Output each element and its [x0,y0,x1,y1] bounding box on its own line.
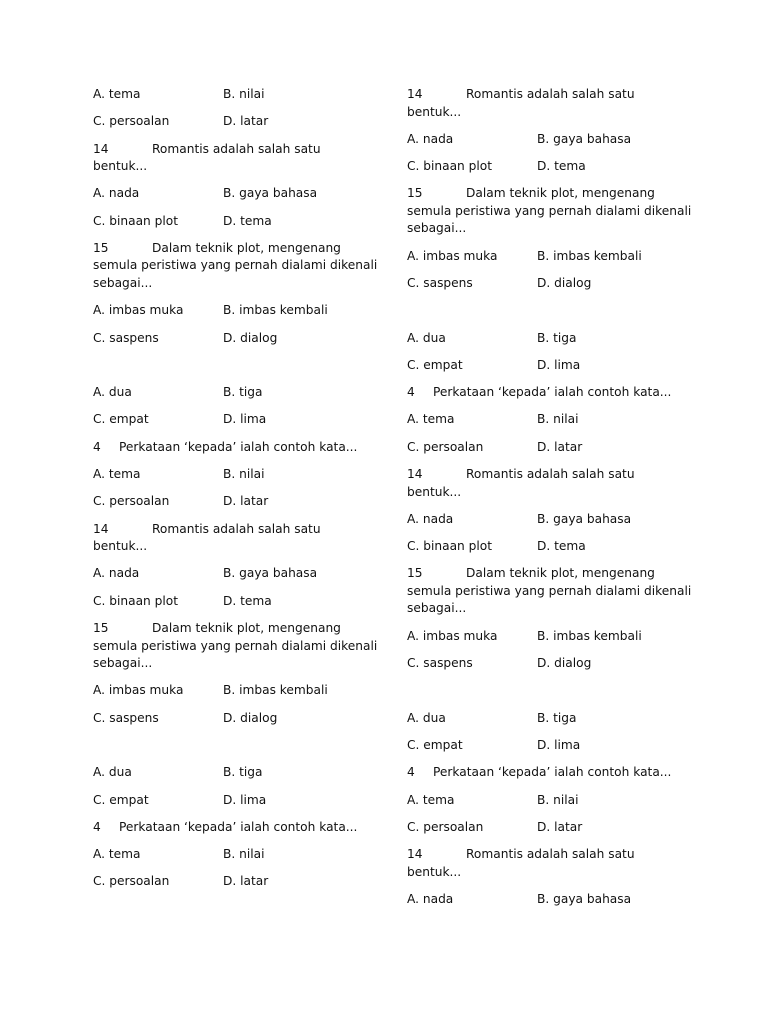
option-a: C. persoalan [407,439,484,454]
option-a: A. tema [93,467,141,482]
option-row [407,158,707,176]
option-row [407,792,707,810]
option-a: A. dua [93,765,132,780]
option-row [93,411,393,429]
question-text: Perkataan ‘kepada’ ialah contoh kata... [119,439,358,454]
question-continuation: semula peristiwa yang pernah dialami dikenali [407,583,692,598]
question-number: 14 [407,847,423,862]
question-first-line [93,620,393,638]
option-b: D. latar [223,114,269,129]
option-a: A. nada [93,186,140,201]
option-row [407,131,707,149]
question-text: Dalam teknik plot, mengenang [466,566,655,581]
option-row [407,819,707,837]
question-continuation: bentuk... [407,104,462,119]
option-b: D. tema [223,213,272,228]
option-a: C. empat [407,737,463,752]
option-b: B. tiga [537,710,577,725]
option-a: A. dua [93,385,132,400]
option-row [93,384,393,402]
question-first-line [93,439,393,457]
question-number: 14 [93,521,109,536]
question-number: 15 [93,621,109,636]
question-text: Dalam teknik plot, mengenang [152,621,341,636]
question-continuation: semula peristiwa yang pernah dialami dikenali [93,638,378,653]
option-row [93,565,393,583]
option-row [407,275,707,293]
option-a: C. binaan plot [93,213,178,228]
question-continuation: sebagai... [407,221,467,236]
option-row [407,248,707,266]
option-row [407,411,707,429]
question-continuation: bentuk... [93,159,148,174]
option-row [93,493,393,511]
option-row [407,737,707,755]
option-a: A. nada [407,511,454,526]
option-a: C. persoalan [93,874,170,889]
question-text: Romantis adalah salah satu [152,521,321,536]
right-column [407,86,707,918]
question-number: 14 [93,141,109,156]
option-a: C. saspens [93,710,159,725]
question-text: Dalam teknik plot, mengenang [152,240,341,255]
option-a: C. saspens [93,330,159,345]
option-row [407,628,707,646]
option-a: A. dua [407,710,446,725]
blank-spacer [93,357,393,384]
question-first-line [93,521,393,539]
option-row [407,357,707,375]
option-a: C. saspens [407,656,473,671]
option-row [407,891,707,909]
option-a: C. empat [93,792,149,807]
option-row [93,113,393,131]
option-row [407,538,707,556]
left-column [93,86,393,901]
question [93,141,393,176]
option-a: C. persoalan [407,819,484,834]
option-row [93,593,393,611]
option-b: D. tema [223,593,272,608]
option-row [93,873,393,891]
question [407,185,707,238]
question [93,620,393,673]
question [407,764,707,782]
option-b: D. lima [223,412,267,427]
question [407,565,707,618]
question-continuation: sebagai... [407,601,467,616]
option-a: A. tema [93,847,141,862]
question-number: 4 [93,439,101,454]
option-row [93,466,393,484]
question-continuation: sebagai... [93,275,153,290]
blank-spacer [407,682,707,709]
question-first-line [93,141,393,159]
question-text: Perkataan ‘kepada’ ialah contoh kata... [433,385,672,400]
option-b: D. latar [537,819,583,834]
question-number: 14 [407,467,423,482]
option-b: D. lima [537,357,581,372]
option-a: C. empat [407,357,463,372]
option-b: B. nilai [537,792,579,807]
option-row [93,710,393,728]
option-b: D. tema [537,539,586,554]
option-a: C. binaan plot [93,593,178,608]
question [93,521,393,556]
option-a: C. persoalan [93,494,170,509]
question-continuation: bentuk... [407,484,462,499]
question-first-line [407,185,707,203]
option-row [407,330,707,348]
question-number: 15 [407,566,423,581]
option-a: C. binaan plot [407,539,492,554]
option-row [93,86,393,104]
option-b: D. dialog [537,656,592,671]
option-b: B. imbas kembali [223,683,328,698]
option-b: B. tiga [223,765,263,780]
question-text: Romantis adalah salah satu [466,847,635,862]
question-text: Perkataan ‘kepada’ ialah contoh kata... [119,819,358,834]
option-row [407,655,707,673]
option-b: B. gaya bahasa [223,566,318,581]
question-text: Romantis adalah salah satu [466,467,635,482]
question-number: 15 [407,186,423,201]
question-continuation: sebagai... [93,656,153,671]
option-b: D. dialog [223,710,278,725]
blank-spacer [407,302,707,329]
question-first-line [407,86,707,104]
option-b: B. nilai [223,87,265,101]
question-first-line [407,565,707,583]
option-a: A. imbas muka [407,628,498,643]
option-a: C. binaan plot [407,159,492,174]
option-row [93,213,393,231]
option-b: D. dialog [537,275,592,290]
option-a: C. persoalan [93,114,170,129]
option-a: A. imbas muka [407,248,498,263]
question-number: 4 [407,385,415,400]
option-b: D. latar [223,874,269,889]
option-row [407,710,707,728]
option-a: A. tema [407,792,455,807]
question-first-line [407,764,707,782]
option-row [93,302,393,320]
question-first-line [407,846,707,864]
option-b: B. tiga [537,330,577,345]
question [93,819,393,837]
option-a: C. saspens [407,275,473,290]
option-b: B. tiga [223,385,263,400]
option-b: D. latar [223,494,269,509]
option-a: A. dua [407,330,446,345]
question-continuation: bentuk... [407,864,462,879]
option-a: C. empat [93,412,149,427]
option-a: A. nada [407,131,454,146]
question-first-line [407,384,707,402]
question-first-line [93,240,393,258]
option-b: D. lima [537,737,581,752]
question [93,439,393,457]
option-row [407,511,707,529]
option-row [93,764,393,782]
option-b: D. tema [537,159,586,174]
option-b: D. dialog [223,330,278,345]
question-text: Perkataan ‘kepada’ ialah contoh kata... [433,765,672,780]
option-a: A. tema [407,412,455,427]
option-b: B. nilai [223,467,265,482]
question-continuation: bentuk... [93,539,148,554]
question-text: Romantis adalah salah satu [466,87,635,101]
question [407,466,707,501]
question-number: 14 [407,87,423,101]
option-a: A. tema [93,87,141,101]
option-b: D. lima [223,792,267,807]
option-b: B. imbas kembali [223,303,328,318]
option-row [93,185,393,203]
option-a: A. imbas muka [93,303,184,318]
blank-spacer [93,737,393,764]
question-text: Romantis adalah salah satu [152,141,321,156]
question-continuation: semula peristiwa yang pernah dialami dikenali [93,258,378,273]
option-b: B. gaya bahasa [223,186,318,201]
option-b: B. nilai [537,412,579,427]
option-b: B. gaya bahasa [537,511,632,526]
question [407,846,707,881]
question-first-line [407,466,707,484]
option-row [93,682,393,700]
option-a: A. nada [93,566,140,581]
question-continuation: semula peristiwa yang pernah dialami dikenali [407,203,692,218]
option-a: A. imbas muka [93,683,184,698]
option-b: D. latar [537,439,583,454]
question [93,240,393,293]
option-b: B. imbas kembali [537,248,642,263]
option-b: B. nilai [223,847,265,862]
option-row [93,792,393,810]
option-b: B. imbas kembali [537,628,642,643]
option-row [93,330,393,348]
question-text: Dalam teknik plot, mengenang [466,186,655,201]
question-number: 4 [93,819,101,834]
option-b: B. gaya bahasa [537,131,632,146]
option-a: A. nada [407,891,454,906]
question-number: 4 [407,765,415,780]
option-row [407,439,707,457]
question [407,384,707,402]
option-b: B. gaya bahasa [537,891,632,906]
question-first-line [93,819,393,837]
option-row [93,846,393,864]
question [407,86,707,121]
question-number: 15 [93,240,109,255]
